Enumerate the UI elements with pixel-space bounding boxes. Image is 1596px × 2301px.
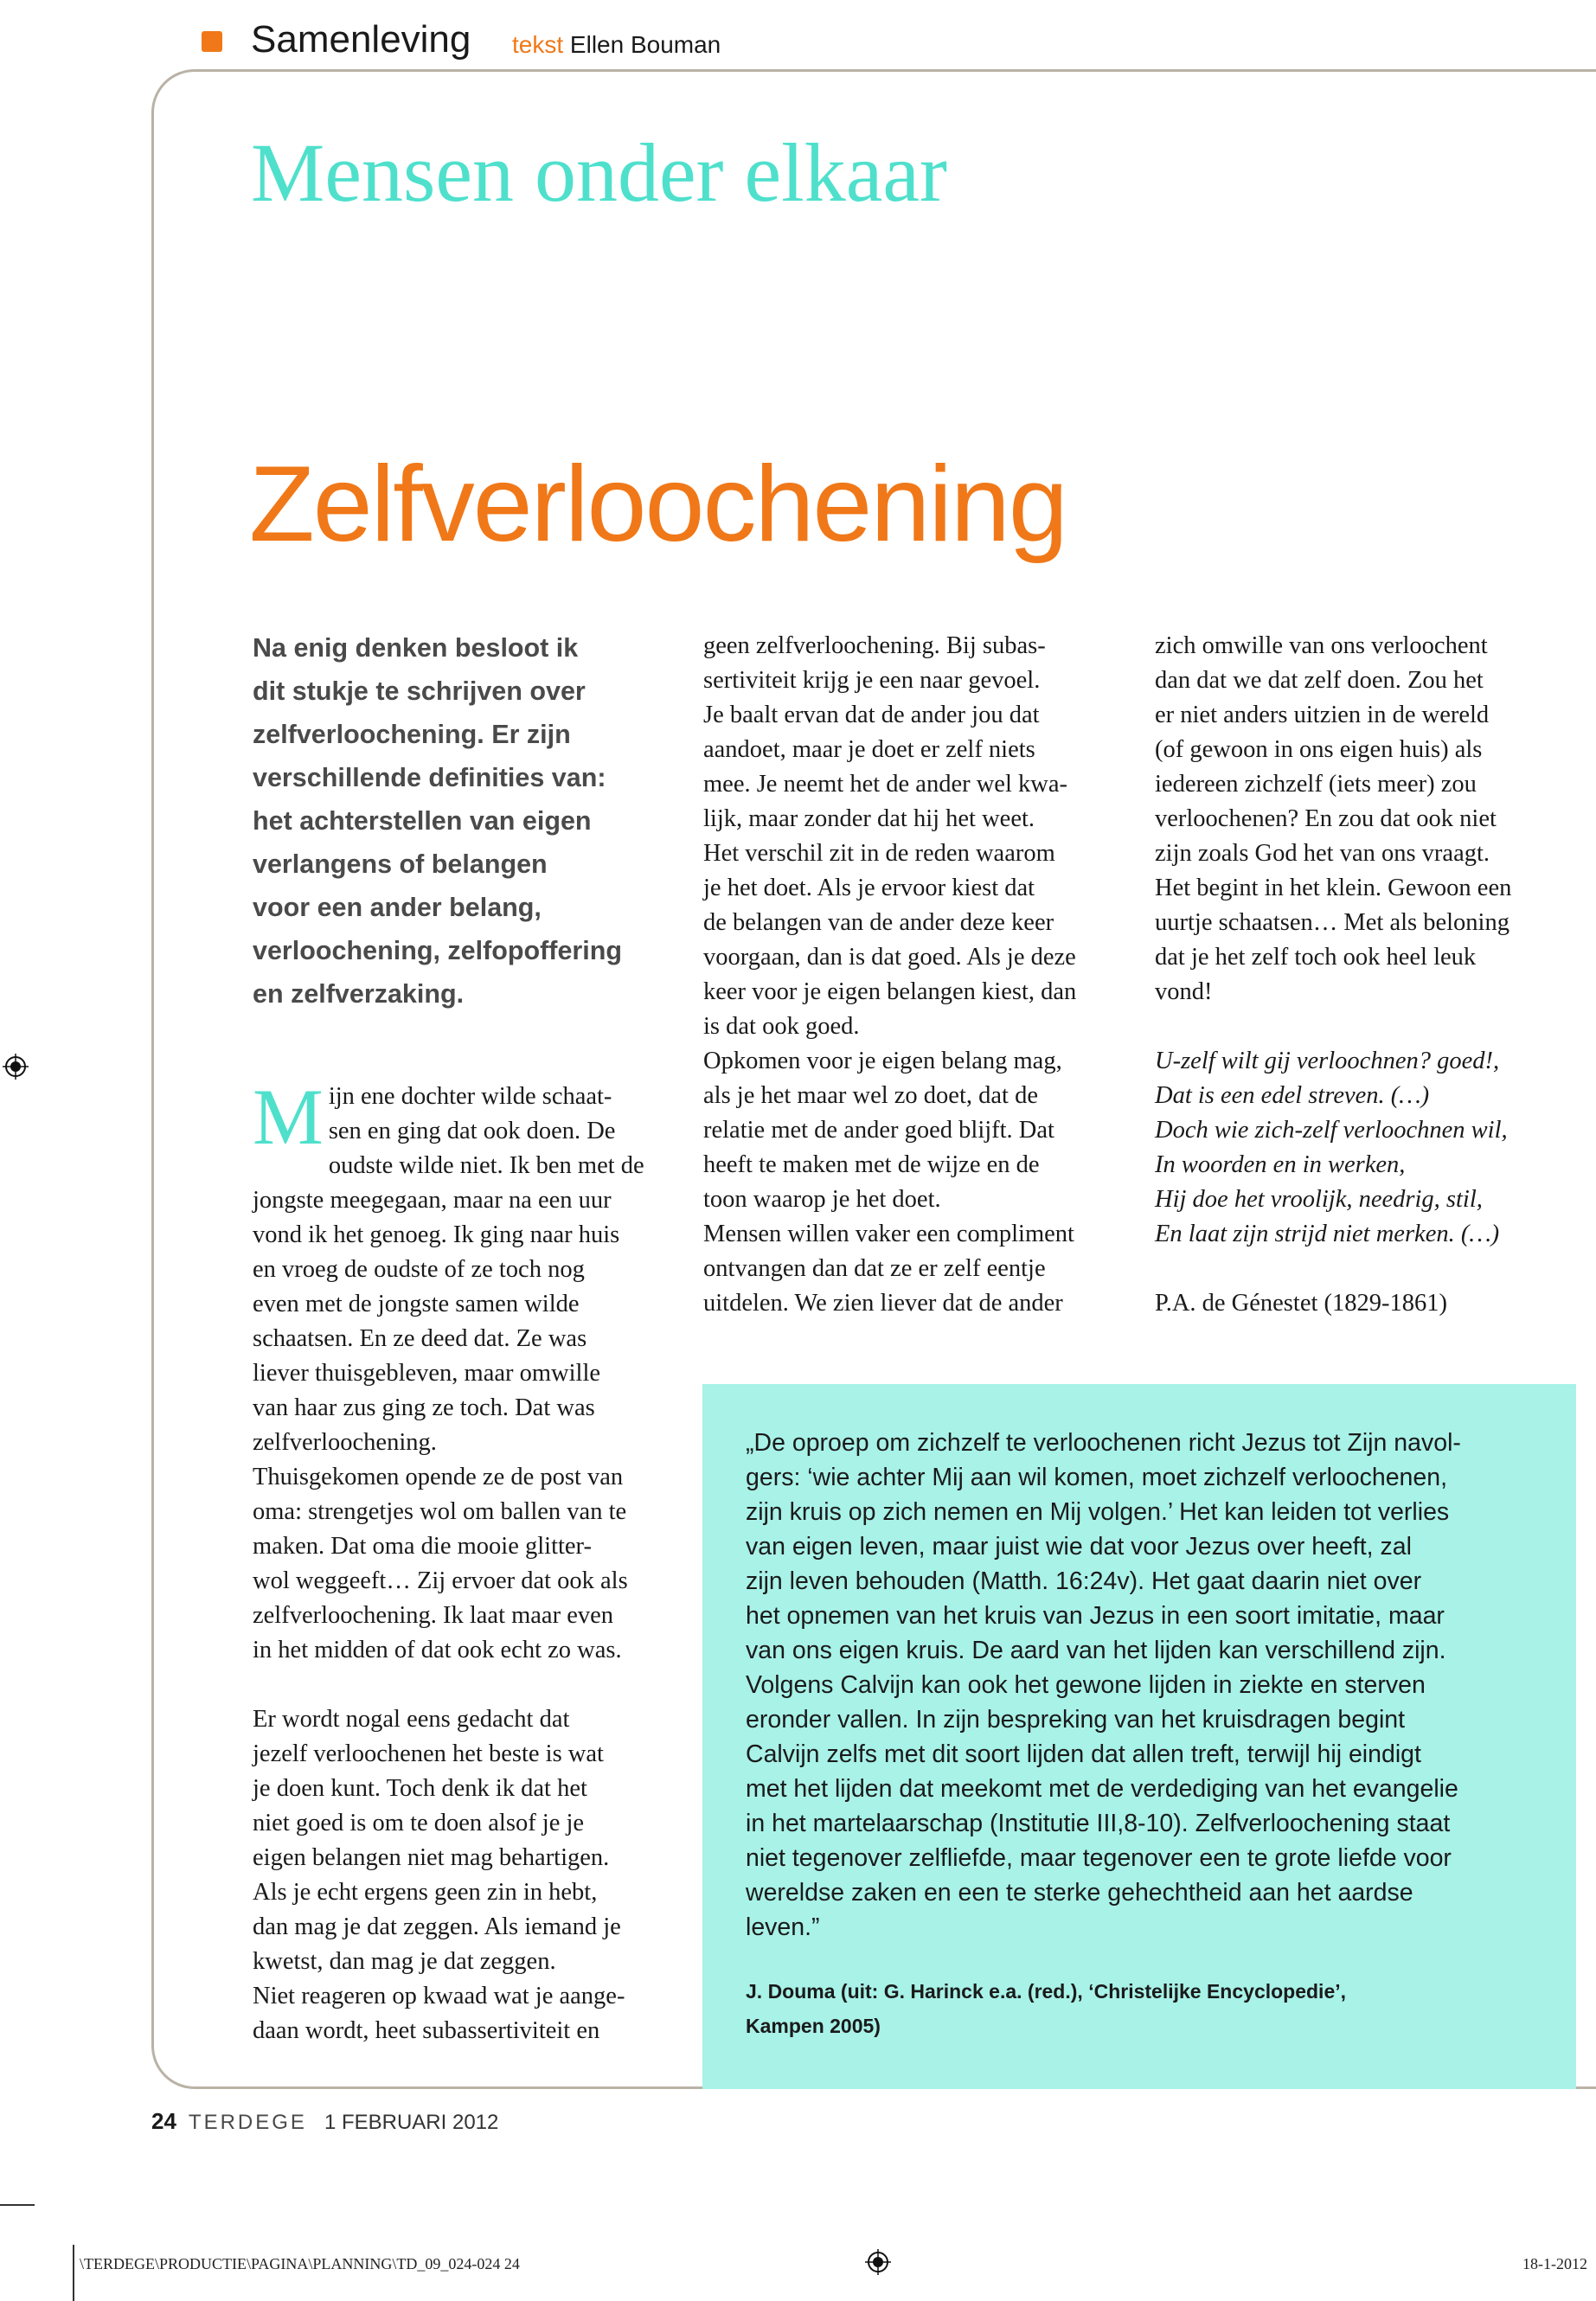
registration-mark-icon xyxy=(865,2249,891,2275)
registration-mark-icon xyxy=(3,1054,29,1080)
byline xyxy=(512,29,721,61)
quote-text: „De oproep om zichzelf te verloochenen richt Jezus tot Zijn navol- gers: ‘wie achter Mij aan wil komen, moet zichzelf verloochenen, zijn kruis op zich nemen en Mij volgen.’ Het kan leiden tot verlies van eigen leven, maar juist wie dat voor Jezus over heeft, zal zijn leven behouden (Matth. 16:24v). Het gaat daarin niet over het opnemen van het kruis van Jezus in een soort imitatie, maar van ons eigen kruis. De aard van het lijden kan verschillend zijn. Volgens Calvijn kan ook het gewone lijden in ziekte en sterven eronder vallen. In zijn bespreking van het kruisdragen begint Calvijn zelfs met dit soort lijden dat allen treft, terwijl hij eindigt met het lijden dat meekomt met de verdediging van het evangelie in het martelaarschap (Institutie III,8-10). Zelfverloochening staat niet tegenover zelfliefde, maar tegenover een te grote liefde voor wereldse zaken en een te sterke gehechtheid aan het aardse leven.” xyxy=(746,1429,1461,1941)
quote-source: J. Douma (uit: G. Harinck e.a. (red.), ‘Christelijke Encyclopedie’, Kampen 2005) xyxy=(746,1980,1347,2037)
article-column-3 xyxy=(1155,629,1596,1321)
poem-author: P.A. de Génestet (1829-1861) xyxy=(1155,1290,1447,1317)
page-title: Mensen onder elkaar xyxy=(251,126,947,219)
slug-date: 18-1-2012 xyxy=(1522,2255,1587,2272)
column3-text: zich omwille van ons verloochent dan dat we dat zelf doen. Zou het er niet anders uitzien in de wereld (of gewoon in ons eigen huis) als iedereen zichzelf (iets meer) zou verloochenen? En zou dat ook niet zijn zoals God het van ons vraagt. Het begint in het klein. Gewoon een uurtje schaatsen… Met als beloning dat je het zelf toch ook heel leuk vond! xyxy=(1155,632,1512,1005)
byline-prefix: tekst xyxy=(512,31,564,58)
column1-paragraph-2: Er wordt nogal eens gedacht dat jezelf verloochenen het beste is wat je doen kunt. Toch denk ik dat het niet goed is om te doen alsof je je eigen belangen niet mag behartigen. Als je echt ergens geen zin in hebt, dan mag je dat zeggen. Als iemand je kwetst, dan mag je dat zeggen. Niet reageren op kwaad wat je aange- daan wordt, heet subassertiviteit en xyxy=(253,1706,625,2044)
crop-mark-bottom xyxy=(73,2245,74,2301)
section-marker-square xyxy=(202,31,222,52)
drop-cap: M xyxy=(253,1073,324,1161)
slug-path: \TERDEGE\PRODUCTIE\PAGINA\PLANNING\TD_09_024-024 24 xyxy=(80,2255,520,2272)
article-column-2: geen zelfverloochening. Bij subas- sertiviteit krijg je een naar gevoel. Je baalt ervan dat de ander jou dat aandoet, maar je doet er zelf niets mee. Je neemt het de ander wel kwa- lijk, maar zonder dat hij het weet. Het verschil zit in de reden waarom je het doet. Als je ervoor kiest dat de belangen van de ander deze keer voorgaan, dan is dat goed. Als je deze keer voor je eigen belangen kiest, dan is dat ook goed. Opkomen voor je eigen belang mag, als je het maar wel zo doet, dat de relatie met de ander goed blijft. Dat heeft te maken met de wijze en de toon waarop je het doet. Mensen willen vaker een compliment ontvangen dan dat ze er zelf eentje uitdelen. We zien liever dat de ander xyxy=(703,632,1077,1317)
author-name: Ellen Bouman xyxy=(569,31,721,58)
section-label: Samenleving xyxy=(251,18,471,61)
page-number: 24 xyxy=(151,2108,176,2134)
column1-paragraph-1: ijn ene dochter wilde schaat- sen en ging dat ook doen. De oudste wilde niet. Ik ben met de jongste meegegaan, maar na een uur vond ik het genoeg. Ik ging naar huis en vroeg de oudste of ze toch nog even met de jongste samen wilde schaatsen. En ze deed dat. Ze was liever thuisgebleven, maar omwille van haar zus ging ze toch. Dat was zelfverloochening. Thuisgekomen opende ze de post van oma: strengetjes wol om ballen van te maken. Dat oma die mooie glitter- wol weggeeft… Zij ervoer dat ook als zelfverloochening. Ik laat maar even in het midden of dat ook echt zo was. xyxy=(253,1083,644,1663)
magazine-name: TERDEGE xyxy=(188,2111,307,2134)
poem: U-zelf wilt gij verloochnen? goed!, Dat is een edel streven. (…) Doch wie zich-zelf verloochnen wil, In woorden en in werken, Hij doe het vroolijk, needrig, stil, En laat zijn strijd niet merken. (…) xyxy=(1155,1048,1508,1247)
page-footer xyxy=(151,2107,498,2137)
article-heading: Zelfverloochening xyxy=(249,445,1067,564)
issue-date: 1 FEBRUARI 2012 xyxy=(324,2111,499,2134)
article-column-1 xyxy=(253,1073,685,2048)
crop-mark-left xyxy=(0,2204,35,2206)
intro-paragraph: Na enig denken besloot ik dit stukje te schrijven over zelfverloochening. Er zijn verschillende definities van: het achterstellen van eigen verlangens of belangen voor een ander belang, verloochening, zelfopoffering en zelfverzaking. xyxy=(253,633,623,1009)
